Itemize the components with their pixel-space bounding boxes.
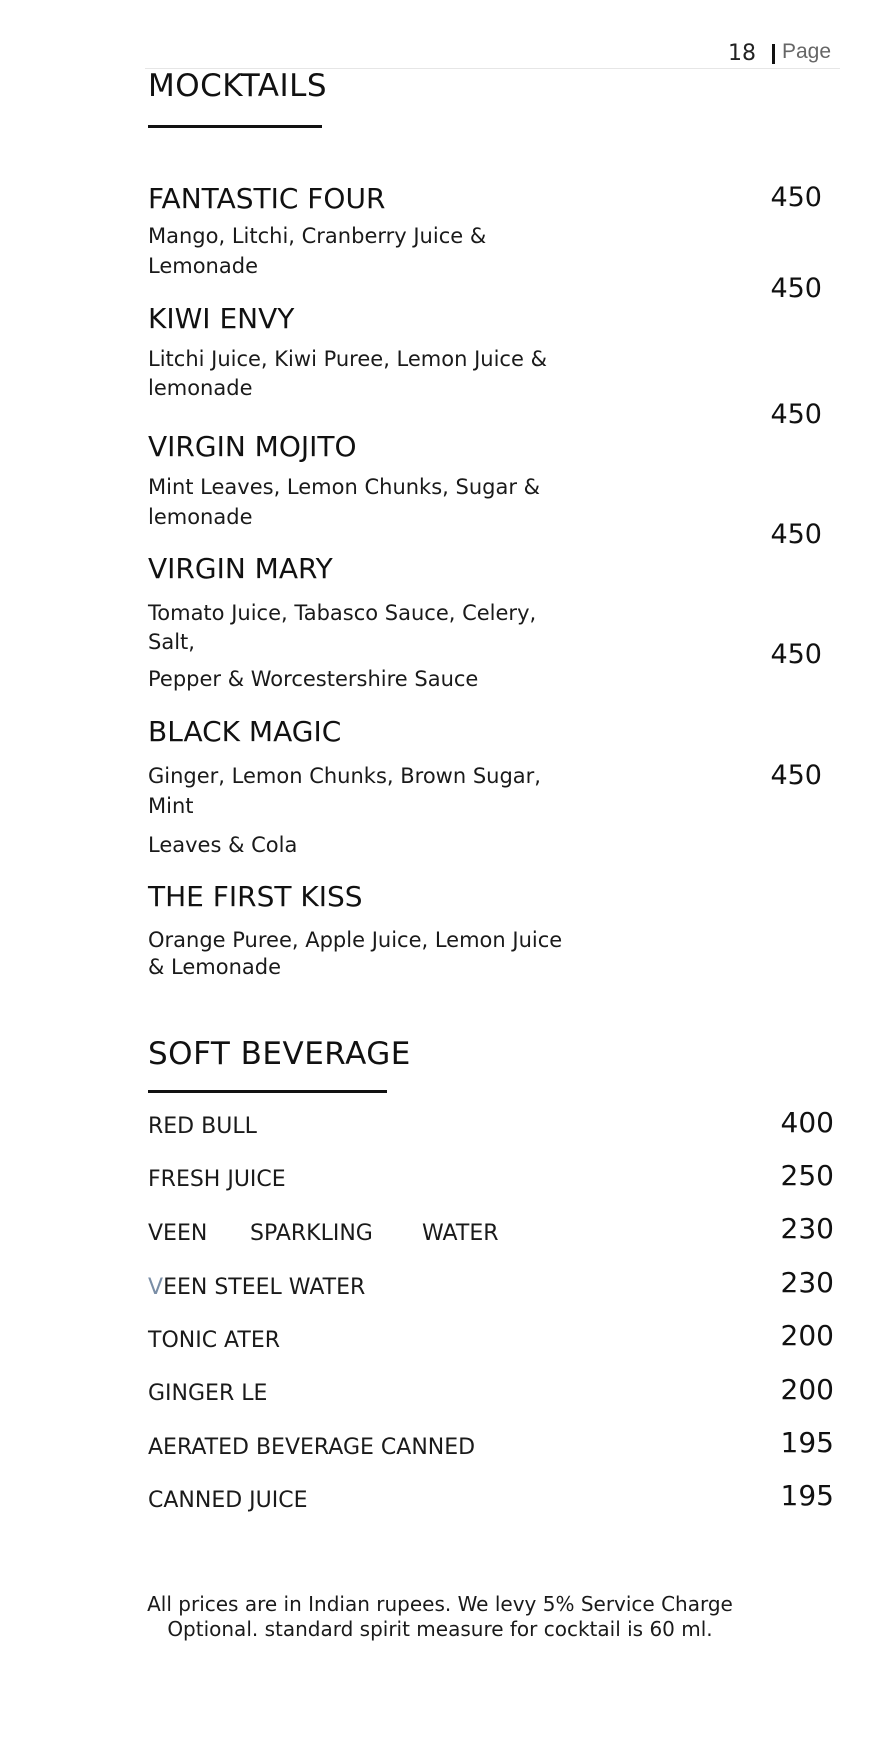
beverage-name	[148, 1275, 365, 1300]
item-name-virgin-mary: VIRGIN MARY	[148, 552, 333, 585]
item-name-the-first-kiss: THE FIRST KISS	[148, 880, 363, 913]
beverage-name-part: SPARKLING	[250, 1221, 373, 1246]
item-name-black-magic: BLACK MAGIC	[148, 715, 342, 748]
beverage-name-rest: EEN STEEL WATER	[163, 1275, 366, 1300]
beverage-name: TONIC ATER	[148, 1328, 281, 1353]
beverage-price: 400	[780, 1106, 834, 1139]
beverage-name-part: VEEN	[148, 1221, 208, 1246]
item-desc-line: Litchi Juice, Kiwi Puree, Lemon Juice &	[148, 347, 547, 371]
page-number: 18	[728, 41, 756, 66]
item-price: 450	[770, 399, 822, 430]
section-title-soft-beverage: SOFT BEVERAGE	[148, 1036, 411, 1072]
item-desc-line: lemonade	[148, 376, 253, 400]
item-desc-line: Mint Leaves, Lemon Chunks, Sugar &	[148, 475, 541, 499]
beverage-name: AERATED BEVERAGE CANNED	[148, 1435, 476, 1460]
item-price: 450	[770, 519, 822, 550]
footer-note	[90, 1592, 790, 1642]
beverage-price: 230	[780, 1266, 834, 1299]
item-name-fantastic-four: FANTASTIC FOUR	[148, 182, 386, 215]
beverage-name: GINGER LE	[148, 1381, 268, 1406]
item-price: 450	[770, 182, 822, 213]
item-name-virgin-mojito: VIRGIN MOJITO	[148, 430, 357, 463]
beverage-price: 200	[780, 1373, 834, 1406]
item-desc-line: Mint	[148, 794, 194, 818]
item-desc-line: Ginger, Lemon Chunks, Brown Sugar,	[148, 764, 541, 788]
section-underline-mocktails	[148, 125, 322, 128]
beverage-price: 195	[780, 1426, 834, 1459]
item-price: 450	[770, 760, 822, 791]
footer-line: All prices are in Indian rupees. We levy 5% Service Charge	[147, 1592, 733, 1616]
footer-line: Optional. standard spirit measure for cocktail is 60 ml.	[167, 1617, 713, 1641]
page-separator	[772, 44, 775, 64]
beverage-name: RED BULL	[148, 1114, 257, 1139]
item-desc-line: Salt,	[148, 630, 195, 654]
item-desc-line: lemonade	[148, 505, 253, 529]
beverage-price: 200	[780, 1319, 834, 1352]
beverage-price: 250	[780, 1159, 834, 1192]
beverage-name: CANNED JUICE	[148, 1488, 308, 1513]
beverage-price: 195	[780, 1479, 834, 1512]
item-desc-line: Pepper & Worcestershire Sauce	[148, 667, 479, 691]
item-price: 450	[770, 639, 822, 670]
item-desc-line: Leaves & Cola	[148, 833, 298, 857]
item-desc-line: Mango, Litchi, Cranberry Juice &	[148, 224, 487, 248]
item-desc-line: Tomato Juice, Tabasco Sauce, Celery,	[148, 601, 537, 625]
page-label: Page	[782, 40, 832, 63]
beverage-name-first-letter: V	[148, 1275, 164, 1300]
item-desc-line: Lemonade	[148, 254, 258, 278]
item-desc-line: & Lemonade	[148, 955, 282, 979]
beverage-price: 230	[780, 1212, 834, 1245]
item-price: 450	[770, 273, 822, 304]
item-name-kiwi-envy: KIWI ENVY	[148, 302, 295, 335]
section-underline-soft-beverage	[148, 1090, 387, 1093]
section-title-mocktails: MOCKTAILS	[148, 68, 328, 104]
beverage-name-part: WATER	[422, 1221, 499, 1246]
item-desc-line: Orange Puree, Apple Juice, Lemon Juice	[148, 928, 563, 952]
beverage-name: FRESH JUICE	[148, 1167, 286, 1192]
